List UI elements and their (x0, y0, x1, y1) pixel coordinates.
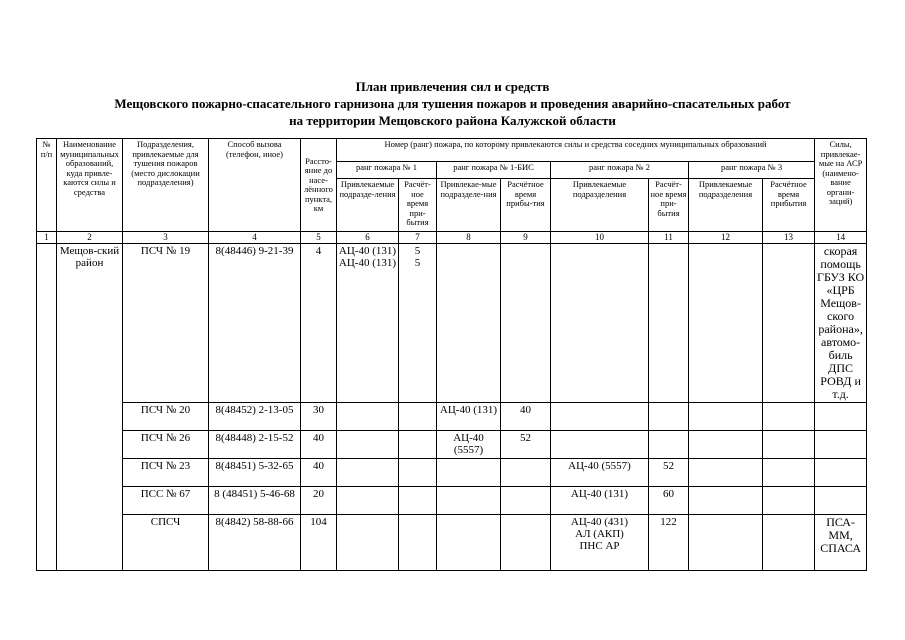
distance-cell: 20 (301, 487, 337, 515)
unit-cell: ПСЧ № 20 (123, 403, 209, 431)
rank2-units-text: АЦ-40 (431) АЛ (АКП) ПНС АР (570, 516, 629, 552)
rank2-time-cell: 122 (649, 515, 689, 571)
rank1-time-cell (399, 244, 437, 403)
phone-cell: 8(48452) 2-13-05 (209, 403, 301, 431)
distance-cell: 4 (301, 244, 337, 403)
header-rank-2: ранг пожара № 2 (551, 162, 689, 179)
rank2-units-cell (551, 403, 649, 431)
rank2-time-cell: 52 (649, 459, 689, 487)
distance-cell: 40 (301, 459, 337, 487)
column-number-row (37, 232, 867, 244)
rank3-units-cell (689, 515, 763, 571)
area-cell: Мещов-ский район (57, 244, 123, 571)
header-rank-1: ранг пожара № 1 (337, 162, 437, 179)
rank2-time-cell (649, 431, 689, 459)
rank1bis-time-cell (501, 487, 551, 515)
table-row (37, 459, 867, 487)
unit-cell: ПСЧ № 23 (123, 459, 209, 487)
title-line-1: План привлечения сил и средств (355, 79, 550, 94)
rank1bis-time-cell (501, 459, 551, 487)
header-call-method: Способ вызова (телефон, иное) (209, 139, 301, 232)
rank2-time-cell (649, 244, 689, 403)
col-number: 1 (37, 232, 57, 244)
header-c11: Расчёт-ное время при-бытия (649, 179, 689, 232)
header-rank-3: ранг пожара № 3 (689, 162, 815, 179)
rank1-units-cell (337, 403, 399, 431)
unit-cell: ПСЧ № 19 (123, 244, 209, 403)
unit-cell: ПСЧ № 26 (123, 431, 209, 459)
rank3-time-cell (763, 487, 815, 515)
rank1bis-units-cell: АЦ-40 (131) (437, 403, 501, 431)
header-c10: Привлекаемые подразделения (551, 179, 649, 232)
col-number: 14 (815, 232, 867, 244)
header-c13: Расчётное время прибытия (763, 179, 815, 232)
distance-cell: 40 (301, 431, 337, 459)
rank3-units-cell (689, 459, 763, 487)
header-c6: Привлекаемые подразде-ления (337, 179, 399, 232)
col-number: 9 (501, 232, 551, 244)
header-fire-rank-group: Номер (ранг) пожара, по которому привлекаются силы и средства соседних муниципальных образований (337, 139, 815, 162)
rank1-units-cell (337, 431, 399, 459)
rank1-time-cell (399, 431, 437, 459)
rank2-units-cell: АЦ-40 (131) (551, 487, 649, 515)
distance-cell: 30 (301, 403, 337, 431)
col-number: 7 (399, 232, 437, 244)
col-number: 2 (57, 232, 123, 244)
asr-cell: скорая помощь ГБУЗ КО «ЦРБ Мещов-ского района», автомо-биль ДПС РОВД и т.д. (815, 244, 867, 403)
asr-cell (815, 459, 867, 487)
rank3-units-cell (689, 487, 763, 515)
distance-cell: 104 (301, 515, 337, 571)
header-c7: Расчёт-ное время при-бытия (399, 179, 437, 232)
header-row-1 (37, 139, 867, 162)
rank1bis-time-cell (501, 244, 551, 403)
table-row (37, 431, 867, 459)
rank1bis-time-cell: 52 (501, 431, 551, 459)
col-number: 8 (437, 232, 501, 244)
header-c9: Расчётное время прибы-тия (501, 179, 551, 232)
rank1bis-units-cell (437, 459, 501, 487)
rank2-time-cell (649, 403, 689, 431)
col-number: 12 (689, 232, 763, 244)
col-number: 4 (209, 232, 301, 244)
rank3-time-cell (763, 403, 815, 431)
header-num: № п/п (37, 139, 57, 232)
rank1-units-cell (337, 515, 399, 571)
rank1-time-text: 5 5 (414, 245, 421, 269)
rank2-units-cell (551, 431, 649, 459)
rank2-units-cell (551, 244, 649, 403)
col-number: 11 (649, 232, 689, 244)
header-c12: Привлекаемые подразделения (689, 179, 763, 232)
unit-cell: СПСЧ (123, 515, 209, 571)
header-distance: Рассто-яние до насе-лённого пункта, км (301, 139, 337, 232)
rank1bis-time-cell: 40 (501, 403, 551, 431)
header-area: Наименование муниципальных образований, куда привле-каются силы и средства (57, 139, 123, 232)
rank1-units-cell (337, 459, 399, 487)
col-number: 5 (301, 232, 337, 244)
rank3-time-cell (763, 244, 815, 403)
rank1-units-cell: АЦ-40 (131) АЦ-40 (131) (337, 244, 399, 403)
rank3-units-cell (689, 244, 763, 403)
phone-cell: 8 (48451) 5-46-68 (209, 487, 301, 515)
asr-cell: ПСА-ММ, СПАСА (815, 515, 867, 571)
col-number: 13 (763, 232, 815, 244)
unit-cell: ПСС № 67 (123, 487, 209, 515)
rank1bis-units-cell (437, 515, 501, 571)
rank2-time-cell: 60 (649, 487, 689, 515)
rank1bis-units-cell (437, 487, 501, 515)
rank3-time-cell (763, 431, 815, 459)
asr-cell (815, 403, 867, 431)
rank1bis-units-cell (437, 244, 501, 403)
phone-cell: 8(4842) 58-88-66 (209, 515, 301, 571)
rank1-time-cell (399, 515, 437, 571)
rank1-time-cell (399, 459, 437, 487)
rank3-units-cell (689, 431, 763, 459)
col-number: 10 (551, 232, 649, 244)
asr-cell (815, 487, 867, 515)
rank1bis-units-cell: АЦ-40 (5557) (437, 431, 501, 459)
phone-cell: 8(48446) 9-21-39 (209, 244, 301, 403)
col-number: 3 (123, 232, 209, 244)
rank3-units-cell (689, 403, 763, 431)
title-line-3: на территории Мещовского района Калужской области (289, 113, 616, 128)
header-units: Подразделения, привлекаемые для тушения пожаров (место дислокации подразделения) (123, 139, 209, 232)
rank2-units-cell: АЦ-40 (5557) (551, 459, 649, 487)
table-row (37, 487, 867, 515)
title-line-2: Мещовского пожарно-спасательного гарнизона для тушения пожаров и проведения аварийно-спасательных работ (114, 96, 791, 111)
header-c8: Привлекае-мые подразделе-ния (437, 179, 501, 232)
header-asr-forces: Силы, привлекае-мые на АСР (наимено-вание органи-заций) (815, 139, 867, 232)
rank3-time-cell (763, 515, 815, 571)
phone-cell: 8(48451) 5-32-65 (209, 459, 301, 487)
rank1-units-cell (337, 487, 399, 515)
rank1-time-cell (399, 403, 437, 431)
header-rank-1bis: ранг пожара № 1-БИС (437, 162, 551, 179)
rank1bis-time-cell (501, 515, 551, 571)
table-row (37, 515, 867, 571)
document-title (0, 78, 905, 129)
rank3-time-cell (763, 459, 815, 487)
table-row (37, 244, 867, 403)
asr-cell (815, 431, 867, 459)
phone-cell: 8(48448) 2-15-52 (209, 431, 301, 459)
rank2-units-cell (551, 515, 649, 571)
plan-table (36, 138, 867, 571)
rank1-time-cell (399, 487, 437, 515)
col-number: 6 (337, 232, 399, 244)
table-row (37, 403, 867, 431)
